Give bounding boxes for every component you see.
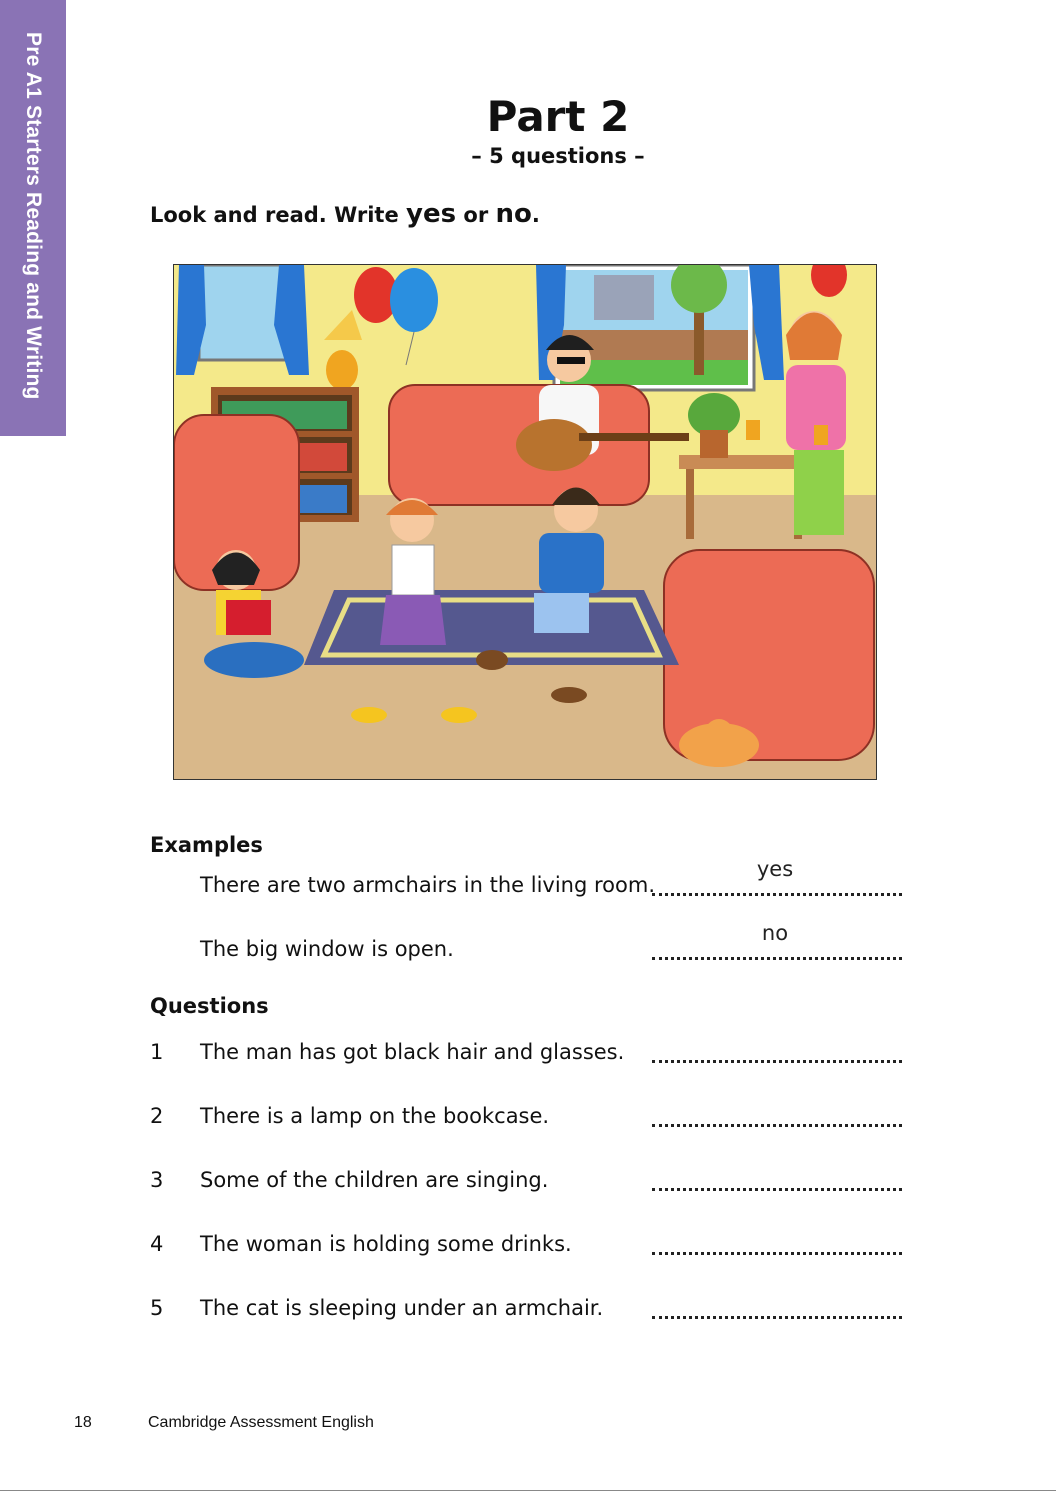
question-text: Some of the children are singing.: [200, 1168, 549, 1192]
question-row: [150, 1040, 910, 1080]
question-text: The woman is holding some drinks.: [200, 1232, 572, 1256]
question-number: 4: [150, 1232, 164, 1256]
question-number: 2: [150, 1104, 164, 1128]
questions-heading: Questions: [150, 994, 269, 1018]
table: [679, 455, 809, 469]
question-number: 5: [150, 1296, 164, 1320]
answer-line[interactable]: [652, 885, 902, 896]
instruction-middle: or: [456, 203, 496, 227]
lamp-base: [326, 350, 358, 390]
example-answer: yes: [756, 857, 794, 881]
living-room-illustration: [173, 264, 877, 780]
example-answer: no: [761, 921, 789, 945]
side-tab-label: Pre A1 Starters Reading and Writing: [22, 32, 45, 400]
examples-heading: Examples: [150, 833, 263, 857]
side-tab: [0, 0, 66, 436]
drink: [746, 420, 760, 440]
page-bottom-rule: [0, 1490, 1056, 1491]
publisher-name: Cambridge Assessment English: [148, 1414, 374, 1431]
instruction-prefix: Look and read. Write: [150, 203, 407, 227]
question-number: 1: [150, 1040, 164, 1064]
answer-line[interactable]: [652, 1244, 902, 1255]
instruction-suffix: .: [531, 203, 540, 227]
part-title: Part 2: [486, 92, 630, 141]
instruction: [150, 199, 540, 229]
answer-line[interactable]: [652, 1180, 902, 1191]
page-number: 18: [74, 1414, 92, 1431]
question-row: [150, 1232, 910, 1272]
question-row: [150, 1104, 910, 1144]
answer-line[interactable]: [652, 1052, 902, 1063]
question-row: [150, 1168, 910, 1208]
question-text: The cat is sleeping under an armchair.: [200, 1296, 604, 1320]
example-row: [150, 857, 910, 913]
answer-line[interactable]: [652, 949, 902, 960]
instruction-no: no: [495, 199, 532, 229]
question-text: There is a lamp on the bookcase.: [200, 1104, 550, 1128]
example-text: The big window is open.: [200, 937, 454, 961]
drink: [814, 425, 828, 445]
book: [226, 600, 271, 635]
balloon-blue: [390, 268, 438, 332]
instruction-yes: yes: [406, 199, 457, 229]
answer-line[interactable]: [652, 1116, 902, 1127]
plant-pot: [700, 430, 728, 458]
man-glasses: [557, 357, 585, 364]
answer-line[interactable]: [652, 1308, 902, 1319]
part-subtitle: – 5 questions –: [471, 144, 645, 168]
question-number: 3: [150, 1168, 164, 1192]
example-text: There are two armchairs in the living room.: [200, 873, 655, 897]
question-row: [150, 1296, 910, 1336]
house: [594, 275, 654, 320]
example-row: [150, 921, 910, 977]
guitar: [516, 419, 592, 471]
question-text: The man has got black hair and glasses.: [200, 1040, 625, 1064]
